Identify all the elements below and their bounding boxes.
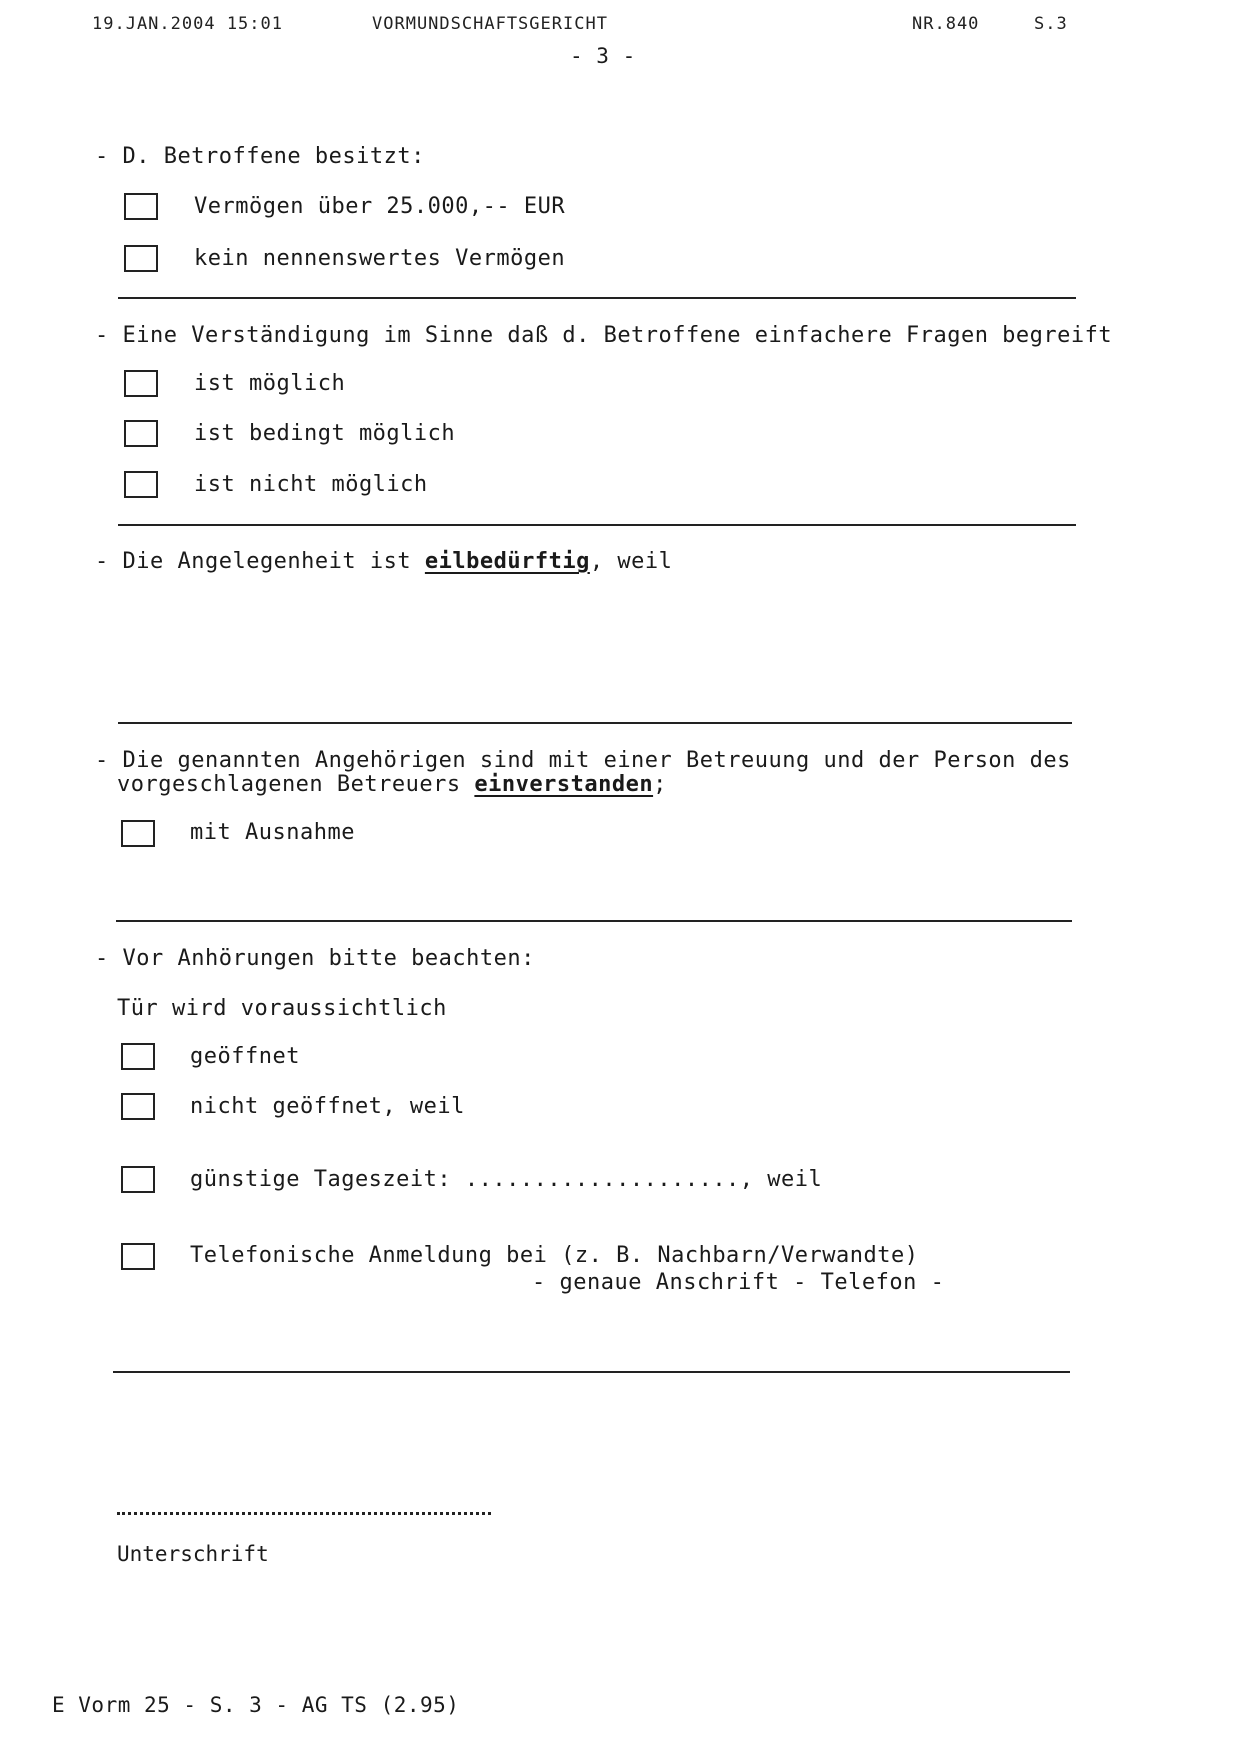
fax-sender: VORMUNDSCHAFTSGERICHT — [372, 14, 608, 34]
option-favourable-time: günstige Tageszeit: ...................., weil — [190, 1167, 823, 1192]
urgency-prefix: - Die Angelegenheit ist — [95, 549, 412, 574]
urgency-keyword: eilbedürftig — [424, 549, 590, 574]
relatives-line-2-suffix: ; — [653, 772, 667, 797]
checkbox-assets-over-limit[interactable] — [124, 193, 158, 220]
checkbox-phone-announcement[interactable] — [121, 1243, 155, 1270]
relatives-keyword: einverstanden — [474, 772, 654, 797]
option-door-not-open: nicht geöffnet, weil — [190, 1094, 465, 1119]
checkbox-communication-possible[interactable] — [124, 370, 158, 397]
section-divider — [113, 1371, 1070, 1373]
checkbox-no-assets[interactable] — [124, 245, 158, 272]
option-communication-possible: ist möglich — [194, 371, 346, 396]
urgency-suffix: , weil — [589, 549, 673, 574]
option-communication-impossible: ist nicht möglich — [194, 472, 428, 497]
option-assets-over-limit: Vermögen über 25.000,-- EUR — [194, 194, 566, 219]
option-no-assets: kein nennenswertes Vermögen — [194, 246, 566, 271]
checkbox-door-open[interactable] — [121, 1043, 155, 1070]
form-identifier: E Vorm 25 - S. 3 - AG TS (2.95) — [52, 1693, 460, 1717]
fax-number: NR.840 — [912, 14, 980, 34]
assets-heading: - D. Betroffene besitzt: — [95, 144, 425, 169]
relatives-line-2 — [117, 772, 667, 797]
page-number: - 3 - — [570, 44, 636, 68]
option-door-open: geöffnet — [190, 1044, 300, 1069]
checkbox-communication-limited[interactable] — [124, 420, 158, 447]
signature-line[interactable] — [117, 1512, 491, 1515]
option-communication-limited: ist bedingt möglich — [194, 421, 456, 446]
checkbox-with-exception[interactable] — [121, 820, 155, 847]
urgency-statement — [95, 549, 672, 574]
contact-note: - genaue Anschrift - Telefon - — [532, 1270, 945, 1295]
signature-label: Unterschrift — [117, 1542, 269, 1566]
checkbox-favourable-time[interactable] — [121, 1166, 155, 1193]
hearings-heading: - Vor Anhörungen bitte beachten: — [95, 946, 535, 971]
fax-datetime: 19.JAN.2004 15:01 — [92, 14, 283, 34]
section-divider — [118, 524, 1076, 526]
section-divider — [118, 297, 1076, 299]
communication-heading: - Eine Verständigung im Sinne daß d. Betroffene einfachere Fragen begreift — [95, 323, 1113, 348]
fax-page: S.3 — [1034, 14, 1068, 34]
relatives-line-1: - Die genannten Angehörigen sind mit einer Betreuung und der Person des — [95, 748, 1071, 773]
relatives-line-2-prefix: vorgeschlagenen Betreuers — [117, 772, 461, 797]
section-divider — [116, 920, 1072, 922]
section-divider — [118, 722, 1072, 724]
option-phone-announcement: Telefonische Anmeldung bei (z. B. Nachbarn/Verwandte) — [190, 1243, 919, 1268]
checkbox-door-not-open[interactable] — [121, 1093, 155, 1120]
door-label: Tür wird voraussichtlich — [117, 996, 447, 1021]
option-with-exception: mit Ausnahme — [190, 820, 355, 845]
checkbox-communication-impossible[interactable] — [124, 471, 158, 498]
